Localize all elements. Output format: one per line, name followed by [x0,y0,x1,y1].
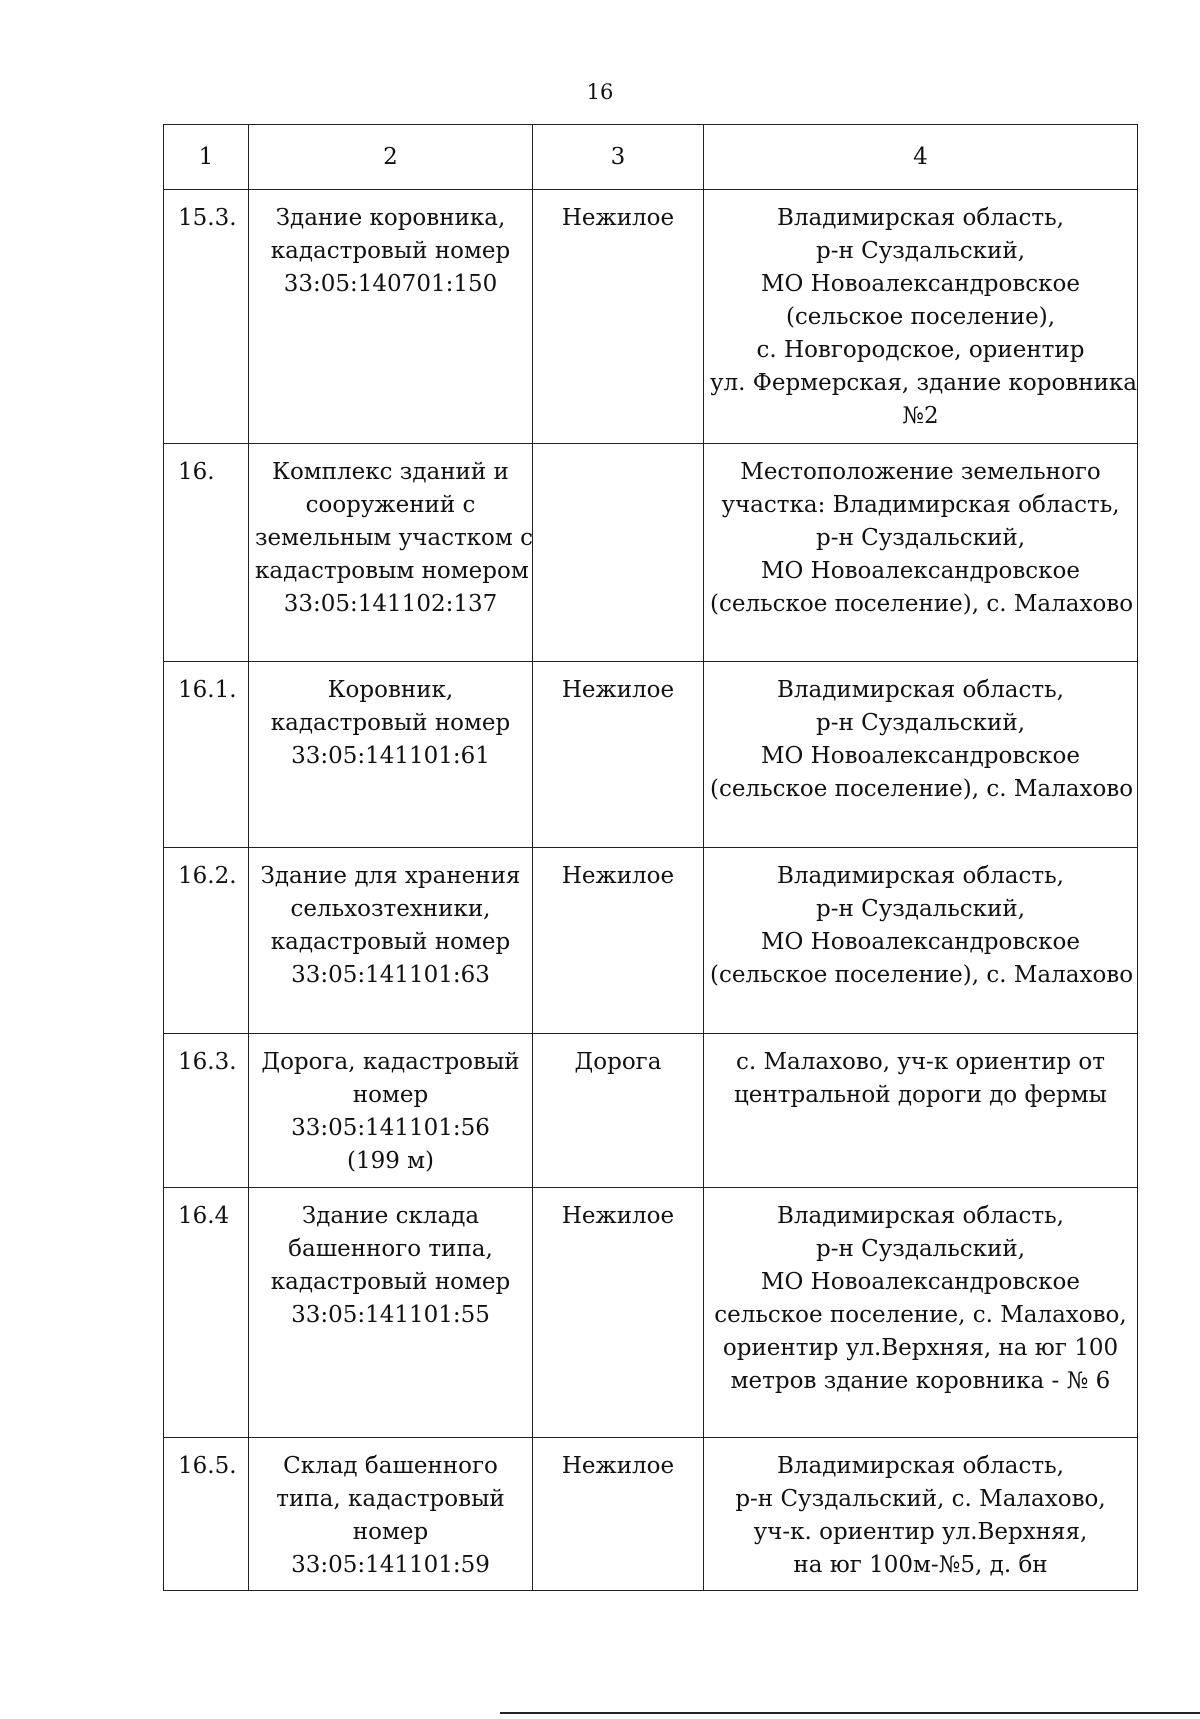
address-cell [704,662,1138,848]
object-name-line: 33:05:141101:59 [291,1552,490,1578]
object-type-cell: Нежилое [533,1438,704,1591]
row-number: 16.3. [164,1034,249,1188]
object-name-line: сельхозтехники, [290,896,491,922]
object-name-line: номер [352,1082,429,1108]
row-number: 16.5. [164,1438,249,1591]
address-line: МО Новоалександровское [760,558,1081,584]
object-name-cell [249,190,533,444]
table-row [164,444,1138,662]
table-body [164,190,1138,1591]
table-row [164,1438,1138,1591]
object-name-line: 33:05:140701:150 [283,271,498,297]
address-cell [704,848,1138,1034]
table-row [164,848,1138,1034]
object-name-line: 33:05:141101:56 [291,1115,490,1141]
address-line: с. Малахово, уч-к ориентир от [735,1049,1106,1075]
footer-divider [500,1712,1200,1714]
address-line: метров здание коровника - № 6 [730,1368,1111,1394]
address-cell [704,444,1138,662]
address-line: (сельское поселение), с. Малахово [710,591,1134,617]
address-line: (сельское поселение), [785,304,1056,330]
object-name-line: Комплекс зданий и [272,459,509,485]
address-line: р-н Суздальский, [815,238,1026,264]
table-row [164,1034,1138,1188]
address-line: МО Новоалександровское [760,271,1081,297]
address-line: МО Новоалександровское [760,743,1081,769]
row-number: 16. [164,444,249,662]
address-line: Владимирская область, [777,205,1064,231]
object-name-cell [249,444,533,662]
object-name-cell [249,662,533,848]
object-name-line: (199 м) [346,1148,435,1174]
address-cell [704,1438,1138,1591]
address-line: Владимирская область, [777,863,1064,889]
address-line: с. Новгородское, ориентир [756,337,1085,363]
header-col-1: 1 [164,125,249,190]
object-name-line: кадастровый номер [270,238,511,264]
table-row [164,190,1138,444]
object-type-cell: Нежилое [533,848,704,1034]
address-line: сельское поселение, с. Малахово, [714,1302,1127,1328]
object-name-cell [249,1034,533,1188]
object-name-line: сооружений с [305,492,476,518]
object-name-line: Склад башенного [283,1453,498,1479]
address-cell [704,1188,1138,1438]
property-table [163,124,1138,1591]
address-cell [704,1034,1138,1188]
address-line: участка: Владимирская область, [721,492,1120,518]
object-name-line: земельным участком с [255,525,533,551]
address-line: Владимирская область, [777,1453,1064,1479]
row-number: 16.4 [164,1188,249,1438]
object-name-line: Здание склада [301,1203,480,1229]
page-number: 16 [586,80,614,104]
header-col-4: 4 [704,125,1138,190]
row-number: 15.3. [164,190,249,444]
object-name-line: Коровник, [327,677,454,703]
object-name-line: типа, кадастровый [276,1486,505,1512]
address-line: (сельское поселение), с. Малахово [710,962,1134,988]
header-col-2: 2 [249,125,533,190]
address-line: МО Новоалександровское [760,929,1081,955]
object-name-line: кадастровым номером [255,558,529,584]
object-name-line: 33:05:141102:137 [283,591,498,617]
table-row [164,662,1138,848]
object-name-line: башенного типа, [288,1236,493,1262]
object-name-line: кадастровый номер [270,1269,511,1295]
object-name-line: Здание коровника, [275,205,506,231]
object-type-cell [533,444,704,662]
object-name-line: кадастровый номер [270,929,511,955]
object-name-line: номер [352,1519,429,1545]
address-line: р-н Суздальский, с. Малахово, [735,1486,1106,1512]
address-line: ул. Фермерская, здание коровника [710,370,1138,396]
address-line: Владимирская область, [777,677,1064,703]
object-name-line: 33:05:141101:55 [291,1302,490,1328]
table-row [164,1188,1138,1438]
object-type-cell: Нежилое [533,1188,704,1438]
address-line: р-н Суздальский, [815,1236,1026,1262]
address-line: центральной дороги до фермы [734,1082,1107,1108]
address-line: №2 [902,403,939,429]
address-line: ориентир ул.Верхняя, на юг 100 [722,1335,1119,1361]
address-line: р-н Суздальский, [815,896,1026,922]
table-header [164,125,1138,190]
address-line: МО Новоалександровское [760,1269,1081,1295]
header-row [164,125,1138,190]
row-number: 16.1. [164,662,249,848]
object-type-cell: Нежилое [533,662,704,848]
object-name-line: 33:05:141101:61 [291,743,490,769]
object-type-cell: Нежилое [533,190,704,444]
object-name-line: кадастровый номер [270,710,511,736]
address-line: уч-к. ориентир ул.Верхняя, [753,1519,1088,1545]
address-line: (сельское поселение), с. Малахово [710,776,1134,802]
header-col-3: 3 [533,125,704,190]
object-name-cell [249,1188,533,1438]
row-number: 16.2. [164,848,249,1034]
address-line: р-н Суздальский, [815,710,1026,736]
address-line: р-н Суздальский, [815,525,1026,551]
object-type-cell: Дорога [533,1034,704,1188]
address-cell [704,190,1138,444]
address-line: Владимирская область, [777,1203,1064,1229]
object-name-line: Дорога, кадастровый [261,1049,520,1075]
address-line: на юг 100м-№5, д. бн [793,1552,1048,1578]
object-name-line: 33:05:141101:63 [291,962,490,988]
object-name-cell [249,1438,533,1591]
address-line: Местоположение земельного [740,459,1101,485]
object-name-cell [249,848,533,1034]
object-name-line: Здание для хранения [260,863,521,889]
